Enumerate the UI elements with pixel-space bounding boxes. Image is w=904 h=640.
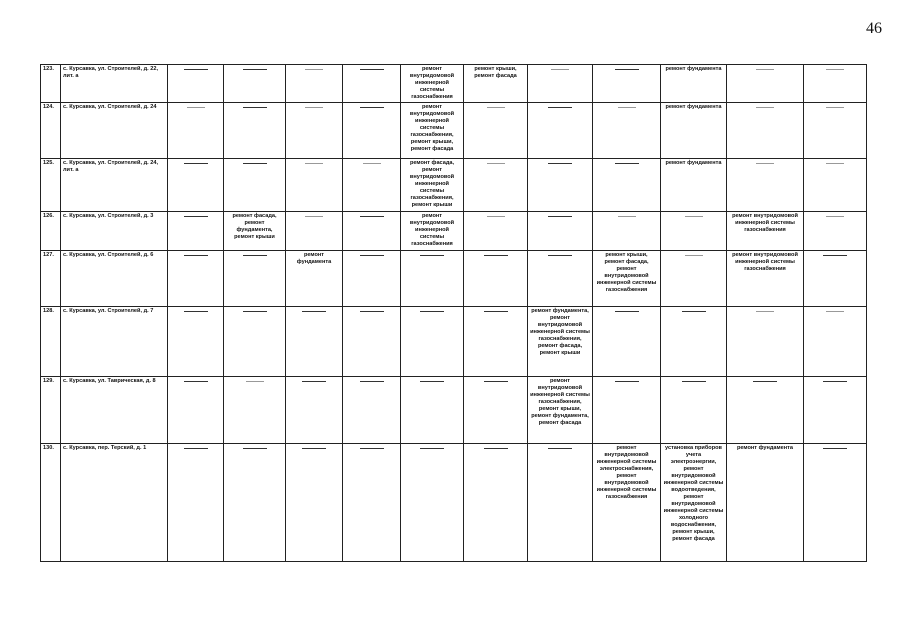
dash-mark	[360, 381, 384, 382]
empty-dash-cell	[401, 251, 464, 307]
repair-work-cell: ремонт фасада, ремонт фундамента, ремонт крыши	[224, 212, 286, 251]
empty-dash-cell	[401, 444, 464, 562]
repair-work-cell: ремонт фундамента	[661, 103, 727, 159]
empty-dash-cell	[661, 377, 727, 444]
empty-dash-cell	[286, 159, 343, 212]
table-row	[41, 65, 867, 103]
dash-mark	[243, 311, 267, 312]
empty-dash-cell	[286, 103, 343, 159]
repair-work-cell: ремонт внутридомовой инженерной системы газоснабжения	[401, 212, 464, 251]
dash-mark	[243, 69, 267, 70]
empty-dash-cell	[528, 65, 593, 103]
empty-dash-cell	[804, 103, 867, 159]
dash-mark	[548, 448, 572, 449]
dash-mark	[548, 163, 572, 164]
dash-mark	[756, 163, 774, 164]
empty-dash-cell	[661, 307, 727, 377]
dash-mark	[826, 107, 844, 108]
dash-mark	[243, 448, 267, 449]
empty-dash-cell	[286, 444, 343, 562]
empty-dash-cell	[168, 103, 224, 159]
row-number: 129.	[41, 377, 61, 444]
table-body	[41, 65, 867, 562]
repair-work-cell: ремонт внутридомовой инженерной системы газоснабжения	[727, 251, 804, 307]
dash-mark	[360, 311, 384, 312]
empty-dash-cell	[593, 65, 661, 103]
dash-mark	[305, 107, 323, 108]
dash-mark	[184, 381, 208, 382]
repair-work-cell: ремонт крыши, ремонт фасада, ремонт внутридомовой инженерной системы газоснабжения	[593, 251, 661, 307]
dash-mark	[302, 311, 326, 312]
table-row	[41, 103, 867, 159]
empty-dash-cell	[661, 251, 727, 307]
dash-mark	[184, 163, 208, 164]
dash-mark	[484, 381, 508, 382]
dash-mark	[682, 311, 706, 312]
dash-mark	[360, 448, 384, 449]
dash-mark	[420, 311, 444, 312]
dash-mark	[756, 311, 774, 312]
dash-mark	[753, 381, 777, 382]
dash-mark	[826, 163, 844, 164]
address-cell: с. Курсавка, пер. Терский, д. 1	[61, 444, 168, 562]
dash-mark	[305, 163, 323, 164]
dash-mark	[823, 448, 847, 449]
empty-dash-cell	[464, 307, 528, 377]
dash-mark	[302, 381, 326, 382]
empty-dash-cell	[804, 307, 867, 377]
dash-mark	[302, 448, 326, 449]
empty-dash-cell	[286, 212, 343, 251]
repair-work-cell: ремонт фундамента	[661, 65, 727, 103]
dash-mark	[420, 381, 444, 382]
page-number: 46	[866, 20, 882, 37]
table-row	[41, 444, 867, 562]
dash-mark	[484, 448, 508, 449]
empty-dash-cell	[286, 65, 343, 103]
dash-mark	[246, 381, 264, 382]
empty-dash-cell	[528, 212, 593, 251]
empty-dash-cell	[464, 212, 528, 251]
repair-work-cell: ремонт фундамента	[286, 251, 343, 307]
table-row	[41, 251, 867, 307]
dash-mark	[184, 255, 208, 256]
table-row	[41, 159, 867, 212]
empty-dash-cell	[224, 65, 286, 103]
empty-dash-cell	[286, 377, 343, 444]
empty-dash-cell	[343, 65, 401, 103]
empty-dash-cell	[168, 307, 224, 377]
dash-mark	[682, 381, 706, 382]
repair-work-cell: ремонт внутридомовой инженерной системы электроснабжения, ремонт внутридомовой инженерной системы газоснабжения	[593, 444, 661, 562]
repair-work-cell: ремонт внутридомовой инженерной системы газоснабжения, ремонт крыши, ремонт фасада	[401, 103, 464, 159]
row-number: 130.	[41, 444, 61, 562]
empty-dash-cell	[464, 251, 528, 307]
row-number: 123.	[41, 65, 61, 103]
dash-mark	[826, 216, 844, 217]
dash-mark	[184, 69, 208, 70]
dash-mark	[615, 69, 639, 70]
empty-dash-cell	[804, 251, 867, 307]
dash-mark	[548, 255, 572, 256]
empty-dash-cell	[464, 159, 528, 212]
dash-mark	[484, 311, 508, 312]
repair-work-cell: ремонт фундамента	[661, 159, 727, 212]
dash-mark	[487, 216, 505, 217]
dash-mark	[551, 69, 569, 70]
repair-work-cell: ремонт фундамента	[727, 444, 804, 562]
empty-dash-cell	[224, 444, 286, 562]
empty-dash-cell	[224, 307, 286, 377]
empty-dash-cell	[168, 159, 224, 212]
dash-mark	[615, 163, 639, 164]
empty-dash-cell	[528, 159, 593, 212]
empty-dash-cell	[727, 377, 804, 444]
empty-dash-cell	[343, 212, 401, 251]
empty-dash-cell	[804, 65, 867, 103]
table-row	[41, 377, 867, 444]
empty-dash-cell	[343, 251, 401, 307]
dash-mark	[685, 216, 703, 217]
row-number: 124.	[41, 103, 61, 159]
repair-work-cell: ремонт фасада, ремонт внутридомовой инженерной системы газоснабжения, ремонт крыши	[401, 159, 464, 212]
empty-dash-cell	[168, 377, 224, 444]
dash-mark	[484, 255, 508, 256]
repair-schedule-table	[40, 64, 867, 562]
dash-mark	[305, 216, 323, 217]
empty-dash-cell	[464, 377, 528, 444]
dash-mark	[420, 255, 444, 256]
empty-dash-cell	[343, 377, 401, 444]
empty-dash-cell	[727, 65, 804, 103]
empty-dash-cell	[593, 377, 661, 444]
empty-dash-cell	[286, 307, 343, 377]
empty-dash-cell	[593, 103, 661, 159]
dash-mark	[184, 216, 208, 217]
table-row	[41, 212, 867, 251]
repair-work-cell: ремонт внутридомовой инженерной системы газоснабжения, ремонт крыши, ремонт фундамента, ремонт фасада	[528, 377, 593, 444]
empty-dash-cell	[593, 159, 661, 212]
empty-dash-cell	[224, 159, 286, 212]
address-cell: с. Курсавка, ул. Строителей, д. 24	[61, 103, 168, 159]
row-number: 127.	[41, 251, 61, 307]
empty-dash-cell	[343, 444, 401, 562]
row-number: 128.	[41, 307, 61, 377]
dash-mark	[243, 107, 267, 108]
row-number: 125.	[41, 159, 61, 212]
dash-mark	[363, 163, 381, 164]
dash-mark	[360, 216, 384, 217]
empty-dash-cell	[593, 307, 661, 377]
address-cell: с. Курсавка, ул. Таврическая, д. 8	[61, 377, 168, 444]
dash-mark	[487, 107, 505, 108]
empty-dash-cell	[528, 444, 593, 562]
empty-dash-cell	[401, 307, 464, 377]
empty-dash-cell	[804, 159, 867, 212]
empty-dash-cell	[224, 103, 286, 159]
dash-mark	[243, 163, 267, 164]
dash-mark	[756, 69, 774, 70]
empty-dash-cell	[727, 103, 804, 159]
dash-mark	[487, 163, 505, 164]
empty-dash-cell	[804, 377, 867, 444]
empty-dash-cell	[464, 444, 528, 562]
dash-mark	[823, 255, 847, 256]
dash-mark	[187, 107, 205, 108]
empty-dash-cell	[168, 251, 224, 307]
dash-mark	[618, 216, 636, 217]
repair-work-cell: ремонт фундамента, ремонт внутридомовой инженерной системы газоснабжения, ремонт фасада, ремонт крыши	[528, 307, 593, 377]
dash-mark	[420, 448, 444, 449]
dash-mark	[756, 107, 774, 108]
dash-mark	[548, 216, 572, 217]
empty-dash-cell	[661, 212, 727, 251]
dash-mark	[184, 311, 208, 312]
empty-dash-cell	[464, 103, 528, 159]
empty-dash-cell	[528, 251, 593, 307]
dash-mark	[184, 448, 208, 449]
dash-mark	[826, 311, 844, 312]
dash-mark	[826, 69, 844, 70]
empty-dash-cell	[343, 307, 401, 377]
empty-dash-cell	[727, 307, 804, 377]
empty-dash-cell	[168, 444, 224, 562]
table-row	[41, 307, 867, 377]
empty-dash-cell	[528, 103, 593, 159]
dash-mark	[360, 69, 384, 70]
dash-mark	[618, 107, 636, 108]
address-cell: с. Курсавка, ул. Строителей, д. 3	[61, 212, 168, 251]
empty-dash-cell	[593, 212, 661, 251]
dash-mark	[243, 255, 267, 256]
address-cell: с. Курсавка, ул. Строителей, д. 6	[61, 251, 168, 307]
dash-mark	[823, 381, 847, 382]
repair-work-cell: ремонт внутридомовой инженерной системы газоснабжения	[401, 65, 464, 103]
empty-dash-cell	[224, 377, 286, 444]
empty-dash-cell	[168, 65, 224, 103]
dash-mark	[615, 311, 639, 312]
repair-work-cell: установка приборов учета электроэнергии, ремонт внутридомовой инженерной системы водоотведения, ремонт внутридомовой инженерной системы холодного водоснабжения, ремонт крыши, ремонт фасада	[661, 444, 727, 562]
empty-dash-cell	[804, 212, 867, 251]
empty-dash-cell	[727, 159, 804, 212]
dash-mark	[305, 69, 323, 70]
empty-dash-cell	[168, 212, 224, 251]
repair-work-cell: ремонт внутридомовой инженерной системы газоснабжения	[727, 212, 804, 251]
empty-dash-cell	[401, 377, 464, 444]
empty-dash-cell	[224, 251, 286, 307]
row-number: 126.	[41, 212, 61, 251]
dash-mark	[360, 255, 384, 256]
repair-work-cell: ремонт крыши, ремонт фасада	[464, 65, 528, 103]
address-cell: с. Курсавка, ул. Строителей, д. 7	[61, 307, 168, 377]
dash-mark	[615, 381, 639, 382]
dash-mark	[685, 255, 703, 256]
dash-mark	[548, 107, 572, 108]
empty-dash-cell	[804, 444, 867, 562]
address-cell: с. Курсавка, ул. Строителей, д. 24, лит. а	[61, 159, 168, 212]
address-cell: с. Курсавка, ул. Строителей, д. 22, лит. а	[61, 65, 168, 103]
dash-mark	[360, 107, 384, 108]
empty-dash-cell	[343, 103, 401, 159]
empty-dash-cell	[343, 159, 401, 212]
